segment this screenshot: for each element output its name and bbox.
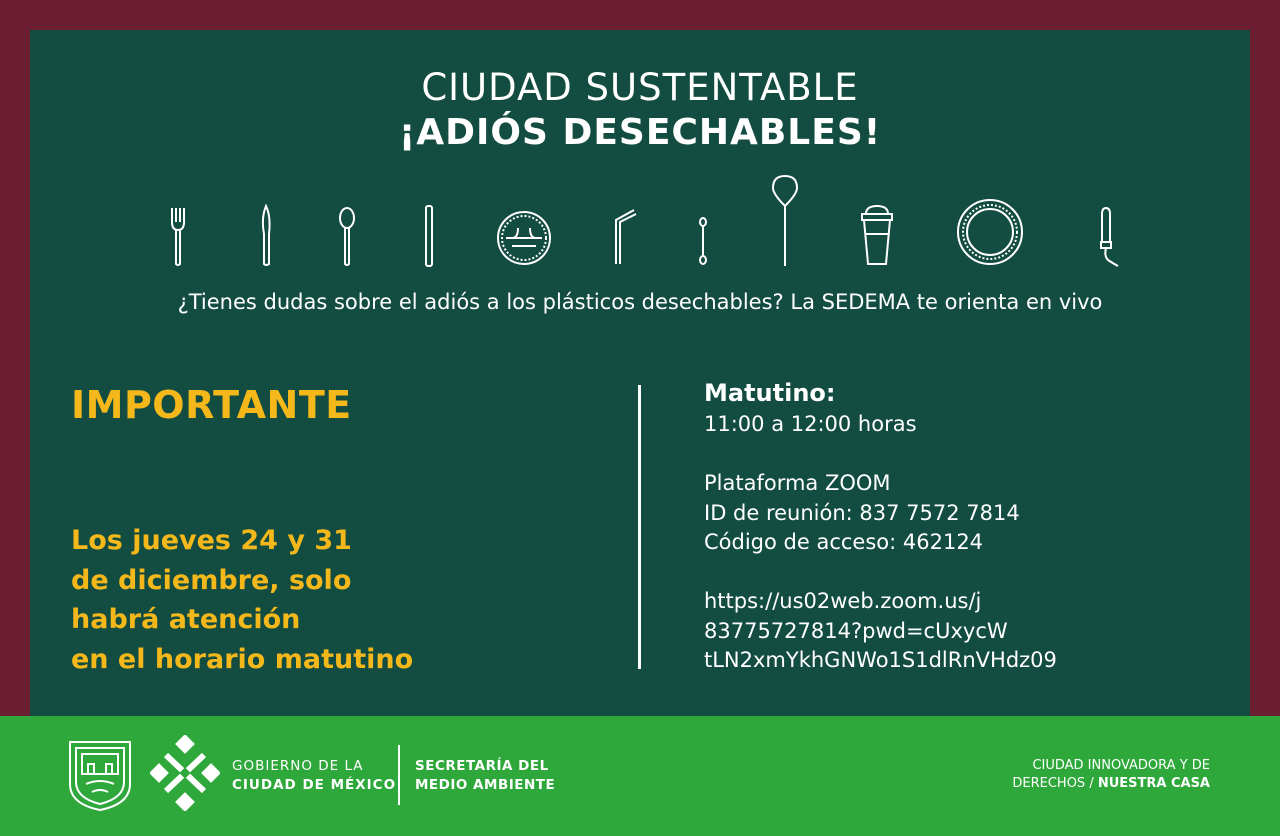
foam-container-icon [494, 172, 554, 272]
plate-icon [955, 172, 1025, 272]
sedema-text [415, 757, 555, 795]
session-hours: 11:00 a 12:00 horas [704, 412, 917, 436]
sedema-line-2: MEDIO AMBIENTE [415, 777, 556, 793]
notice-line: habrá atención [71, 604, 301, 635]
title-line-2: ¡ADIÓS DESECHABLES! [398, 112, 882, 153]
notice-text [71, 521, 611, 679]
cup-with-lid-icon [856, 172, 898, 272]
spoon-icon [336, 172, 358, 272]
cotton-swab-icon [696, 172, 710, 272]
tampon-applicator-icon [1092, 172, 1122, 272]
gobierno-cdmx-text [232, 757, 396, 795]
slogan-line-2 [1012, 775, 1210, 793]
straw-icon [610, 172, 640, 272]
slogan-line-2b: NUESTRA CASA [1097, 776, 1210, 791]
notice-line: Los jueves 24 y 31 [71, 525, 352, 556]
notice-line: de diciembre, solo [71, 564, 352, 596]
meeting-id: ID de reunión: 837 7572 7814 [704, 500, 1020, 525]
session-heading: Matutino: [704, 379, 836, 407]
vertical-divider [638, 385, 641, 669]
zoom-link-line[interactable]: tLN2xmYkhGNWo1S1dlRnVHdz09 [704, 648, 1057, 672]
zoom-link-line[interactable]: 83775727814?pwd=cUxycW [704, 618, 1008, 643]
cdmx-shield-icon [68, 740, 132, 812]
session-info [704, 376, 1224, 676]
disposables-icons-row [150, 172, 1140, 272]
session-platform: Plataforma ZOOM [704, 471, 891, 495]
zoom-link-line[interactable]: https://us02web.zoom.us/j [704, 589, 982, 613]
footer-divider [398, 745, 400, 805]
gob-line-2: CIUDAD DE MÉXICO [232, 777, 397, 793]
title-line-1: CIUDAD SUSTENTABLE [421, 66, 859, 109]
fork-icon [168, 172, 188, 272]
importante-heading: IMPORTANTE [71, 383, 352, 427]
question-text: ¿Tienes dudas sobre el adiós a los plásticos desechables? La SEDEMA te orienta en vivo [177, 290, 1103, 314]
slogan-text [1012, 757, 1210, 793]
cdmx-logo-icon [150, 735, 220, 811]
gob-line-1: GOBIERNO DE LA [232, 758, 364, 774]
slogan-line-1: CIUDAD INNOVADORA Y DE [1032, 758, 1210, 773]
stirrer-icon [422, 172, 436, 272]
knife-icon [257, 172, 275, 272]
access-code: Código de acceso: 462124 [704, 530, 984, 554]
balloon-stick-icon [767, 172, 803, 272]
sedema-line-1: SECRETARÍA DEL [415, 758, 549, 774]
slogan-line-2a: DERECHOS / [1012, 776, 1098, 791]
notice-line: en el horario matutino [71, 643, 414, 675]
